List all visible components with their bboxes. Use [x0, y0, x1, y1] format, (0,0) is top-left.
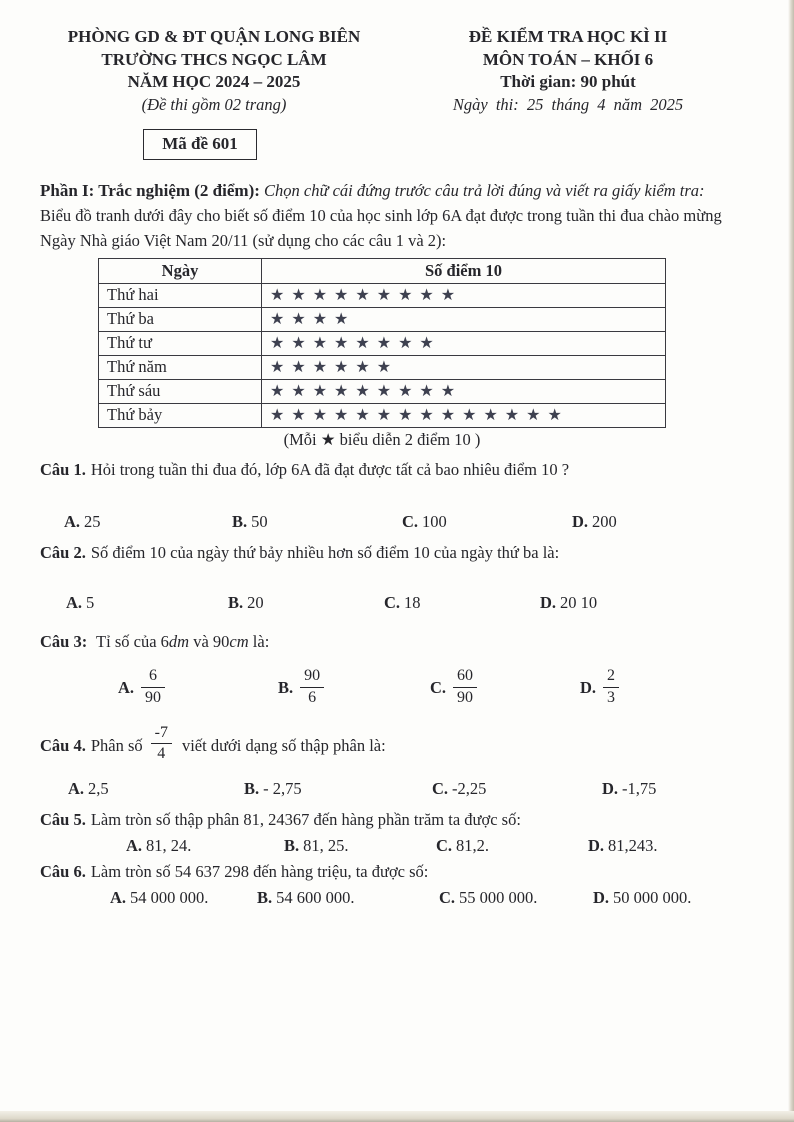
star-icon: ★ — [270, 311, 285, 329]
fraction-numerator: 2 — [603, 667, 619, 688]
answer-option — [278, 666, 430, 710]
star-icon: ★ — [270, 407, 285, 425]
option-letter: C. — [439, 887, 456, 907]
answer-option — [402, 510, 572, 533]
answer-option — [126, 834, 284, 857]
fraction-numerator: 90 — [300, 667, 324, 688]
option-letter: C. — [436, 836, 453, 856]
question-3-unit1: dm — [168, 632, 190, 652]
fraction-denominator: 6 — [308, 688, 317, 706]
star-row — [262, 380, 666, 404]
star-icon: ★ — [270, 383, 285, 401]
fraction-numerator: 6 — [141, 667, 165, 688]
star-row — [262, 356, 666, 380]
option-value: 54 000 000. — [130, 887, 209, 907]
option-value: -1,75 — [622, 779, 657, 799]
star-icon: ★ — [291, 383, 306, 401]
option-value: 55 000 000. — [459, 887, 538, 907]
option-letter: B. — [284, 836, 300, 856]
column-header-day: Ngày — [99, 259, 262, 284]
day-label: Thứ bảy — [99, 404, 262, 428]
pictogram-caption: (Mỗi ★ biểu diễn 2 điểm 10 ) — [283, 430, 481, 450]
star-icon: ★ — [504, 407, 520, 425]
question-3-label: Câu 3: — [40, 632, 88, 652]
option-letter: B. — [232, 512, 248, 532]
star-icon: ★ — [312, 335, 328, 353]
answer-option — [384, 591, 540, 614]
answer-option — [588, 834, 748, 857]
star-icon: ★ — [355, 407, 370, 425]
star-icon: ★ — [419, 383, 434, 401]
option-fraction — [603, 667, 619, 708]
question-3-unit2: cm — [229, 632, 249, 652]
star-icon: ★ — [462, 407, 477, 425]
question-5 — [40, 808, 748, 833]
pictogram-table — [98, 258, 666, 428]
option-value: - 2,75 — [263, 779, 302, 799]
star-icon: ★ — [355, 335, 370, 353]
option-value: 50 — [251, 512, 268, 532]
pictogram-header-row — [99, 259, 666, 284]
option-value: 81,243. — [608, 836, 658, 856]
answer-option — [68, 777, 244, 800]
option-letter: B. — [244, 779, 260, 799]
option-letter: B. — [257, 887, 273, 907]
star-icon: ★ — [419, 407, 434, 425]
star-icon: ★ — [312, 311, 328, 329]
star-icon: ★ — [376, 383, 392, 401]
option-value: 81,2. — [456, 836, 490, 856]
option-value: 25 — [84, 512, 101, 532]
star-icon: ★ — [440, 407, 456, 425]
part1-label: Phần I: Trắc nghiệm (2 điểm): — [40, 181, 260, 201]
star-icon: ★ — [270, 287, 285, 305]
star-icon: ★ — [398, 287, 413, 305]
question-2-label: Câu 2. — [40, 543, 86, 563]
day-label: Thứ ba — [99, 308, 262, 332]
star-icon: ★ — [398, 335, 413, 353]
answer-option — [540, 591, 748, 614]
option-letter: C. — [384, 592, 401, 612]
question-6-options — [110, 886, 748, 909]
question-5-label: Câu 5. — [40, 810, 86, 830]
option-value: 200 — [592, 512, 617, 532]
answer-option — [430, 666, 580, 710]
exam-title: ĐỀ KIỂM TRA HỌC KÌ II — [468, 27, 668, 46]
fraction-denominator: 90 — [145, 688, 162, 706]
option-letter: C. — [432, 779, 449, 799]
answer-option — [232, 510, 402, 533]
answer-option — [118, 666, 278, 710]
question-1-options — [64, 510, 748, 533]
question-3-options — [118, 666, 748, 710]
answer-option — [244, 777, 432, 800]
fraction — [151, 724, 177, 765]
star-icon: ★ — [312, 383, 328, 401]
question-6-text: Làm tròn số 54 637 298 đến hàng triệu, ta được số: — [90, 862, 429, 882]
question-3-text: Tỉ số của — [96, 632, 157, 652]
school-year: NĂM HỌC 2024 – 2025 — [127, 72, 301, 92]
star-icon: ★ — [547, 407, 562, 425]
answer-option — [64, 510, 232, 533]
option-value: 18 — [404, 592, 421, 612]
question-2-text: Số điểm 10 của ngày thứ bảy nhiều hơn số điểm 10 của ngày thứ ba là: — [90, 543, 560, 563]
day-label: Thứ năm — [99, 356, 262, 380]
answer-option — [110, 886, 257, 909]
day-label: Thứ sáu — [99, 380, 262, 404]
pictogram-row — [99, 404, 666, 428]
option-value: -2,25 — [452, 779, 487, 799]
star-row — [262, 308, 666, 332]
star-icon: ★ — [334, 383, 349, 401]
question-1-text: Hỏi trong tuần thi đua đó, lớp 6A đã đạt được tất cả bao nhiêu điểm 10 ? — [90, 460, 570, 480]
star-icon: ★ — [334, 407, 349, 425]
star-icon: ★ — [291, 359, 306, 377]
question-4-options — [68, 777, 748, 800]
answer-option — [284, 834, 436, 857]
option-letter: A. — [110, 887, 127, 907]
option-letter: D. — [602, 779, 619, 799]
star-icon: ★ — [291, 335, 306, 353]
question-2 — [40, 541, 748, 566]
option-value: 5 — [86, 592, 95, 612]
question-5-options — [126, 834, 748, 857]
day-label: Thứ tư — [99, 332, 262, 356]
option-letter: A. — [66, 592, 83, 612]
star-icon: ★ — [334, 311, 349, 329]
option-value: 81, 24. — [146, 836, 192, 856]
star-row — [262, 332, 666, 356]
part1-instruction: Chọn chữ cái đứng trước câu trả lời đúng và viết ra giấy kiểm tra: — [259, 181, 705, 201]
option-letter: D. — [593, 887, 610, 907]
star-icon: ★ — [355, 287, 370, 305]
question-3 — [40, 630, 748, 655]
part1-heading — [40, 178, 748, 204]
option-value: 100 — [422, 512, 447, 532]
question-4-text-pre: Phân số — [90, 735, 143, 755]
star-icon: ★ — [270, 335, 285, 353]
scan-bottom-edge — [0, 1111, 794, 1122]
exam-code-box — [143, 129, 257, 160]
exam-date: Ngày thi: 25 tháng 4 năm 2025 — [452, 94, 684, 114]
duration: Thời gian: 90 phút — [500, 72, 636, 92]
option-letter: D. — [540, 592, 557, 612]
pictogram-row — [99, 308, 666, 332]
question-3-num2: 90 — [212, 632, 230, 652]
star-icon: ★ — [419, 287, 434, 305]
star-row — [262, 284, 666, 308]
answer-option — [439, 886, 593, 909]
pages-note: (Đề thi gồm 02 trang) — [141, 94, 287, 114]
answer-option — [436, 834, 588, 857]
question-1-label: Câu 1. — [40, 460, 86, 480]
star-icon: ★ — [312, 359, 328, 377]
scan-right-edge — [788, 0, 794, 1122]
fraction-denominator: 3 — [607, 688, 616, 706]
answer-option — [602, 777, 748, 800]
star-icon: ★ — [334, 287, 349, 305]
option-letter: D. — [572, 512, 589, 532]
star-icon: ★ — [398, 407, 413, 425]
question-3-num1: 6 — [160, 632, 169, 652]
department-name: PHÒNG GD & ĐT QUẬN LONG BIÊN — [67, 27, 361, 46]
star-icon: ★ — [376, 335, 392, 353]
star-icon: ★ — [440, 287, 456, 305]
answer-option — [593, 886, 748, 909]
question-6-label: Câu 6. — [40, 862, 86, 882]
question-1 — [40, 458, 748, 483]
question-4-text-post: viết dưới dạng số thập phân là: — [181, 735, 386, 755]
star-icon: ★ — [334, 359, 349, 377]
question-5-text: Làm tròn số thập phân 81, 24367 đến hàng phần trăm ta được số: — [90, 810, 521, 830]
exam-code: Mã đề 601 — [162, 134, 238, 154]
exam-header — [40, 26, 748, 160]
fraction-denominator: 90 — [457, 688, 474, 706]
option-letter: B. — [228, 592, 244, 612]
star-icon: ★ — [376, 359, 392, 377]
star-row — [262, 404, 666, 428]
answer-option — [257, 886, 439, 909]
answer-option — [580, 666, 748, 710]
star-icon: ★ — [291, 407, 306, 425]
option-value: 50 000 000. — [613, 887, 692, 907]
fraction-numerator: -7 — [151, 724, 172, 745]
option-letter: C. — [430, 677, 447, 697]
fraction-numerator: 60 — [453, 667, 477, 688]
option-letter: A. — [64, 512, 81, 532]
header-school-block — [40, 26, 388, 160]
option-value: 54 600 000. — [276, 887, 355, 907]
option-letter: D. — [580, 677, 597, 697]
star-icon: ★ — [312, 287, 328, 305]
option-letter: C. — [402, 512, 419, 532]
option-fraction — [141, 667, 165, 708]
question-4 — [40, 723, 748, 767]
pictogram-row — [99, 380, 666, 404]
star-icon: ★ — [483, 407, 498, 425]
question-4-label: Câu 4. — [40, 735, 86, 755]
star-icon: ★ — [291, 311, 306, 329]
pictogram-row — [99, 356, 666, 380]
star-icon: ★ — [440, 383, 456, 401]
header-exam-block — [388, 26, 748, 160]
question-3-tail: là: — [252, 632, 270, 652]
option-letter: A. — [126, 836, 143, 856]
option-fraction — [453, 667, 477, 708]
option-value: 20 — [247, 592, 264, 612]
school-name: TRƯỜNG THCS NGỌC LÂM — [101, 49, 327, 69]
star-icon: ★ — [355, 359, 370, 377]
pictogram-row — [99, 332, 666, 356]
star-icon: ★ — [291, 287, 306, 305]
fraction-denominator: 4 — [157, 745, 166, 763]
option-value: 20 10 — [560, 592, 598, 612]
option-value: 2,5 — [88, 779, 109, 799]
answer-option — [432, 777, 602, 800]
pictogram-row — [99, 284, 666, 308]
column-header-points: Số điểm 10 — [262, 259, 666, 284]
question-2-options — [66, 591, 748, 614]
star-icon: ★ — [419, 335, 434, 353]
star-icon: ★ — [334, 335, 349, 353]
option-letter: B. — [278, 677, 294, 697]
subject-grade: MÔN TOÁN – KHỐI 6 — [482, 49, 654, 69]
answer-option — [66, 591, 228, 614]
day-label: Thứ hai — [99, 284, 262, 308]
option-fraction — [300, 667, 324, 708]
answer-option — [228, 591, 384, 614]
star-icon: ★ — [312, 407, 328, 425]
option-letter: A. — [118, 677, 135, 697]
star-icon: ★ — [376, 407, 392, 425]
question-3-and: và — [193, 632, 209, 652]
pictogram-intro: Biểu đồ tranh dưới đây cho biết số điểm 10 của học sinh lớp 6A đạt được trong tuần thi đua chào mừng Ngày Nhà giáo Việt Nam 20/11 (sử dụng cho các câu 1 và 2): — [40, 205, 722, 250]
answer-option — [572, 510, 748, 533]
option-letter: A. — [68, 779, 85, 799]
star-icon: ★ — [355, 383, 370, 401]
question-6 — [40, 860, 748, 885]
option-value: 81, 25. — [303, 836, 349, 856]
star-icon: ★ — [398, 383, 413, 401]
star-icon: ★ — [376, 287, 392, 305]
pictogram-body — [99, 284, 666, 428]
star-icon: ★ — [526, 407, 541, 425]
star-icon: ★ — [270, 359, 285, 377]
option-letter: D. — [588, 836, 605, 856]
